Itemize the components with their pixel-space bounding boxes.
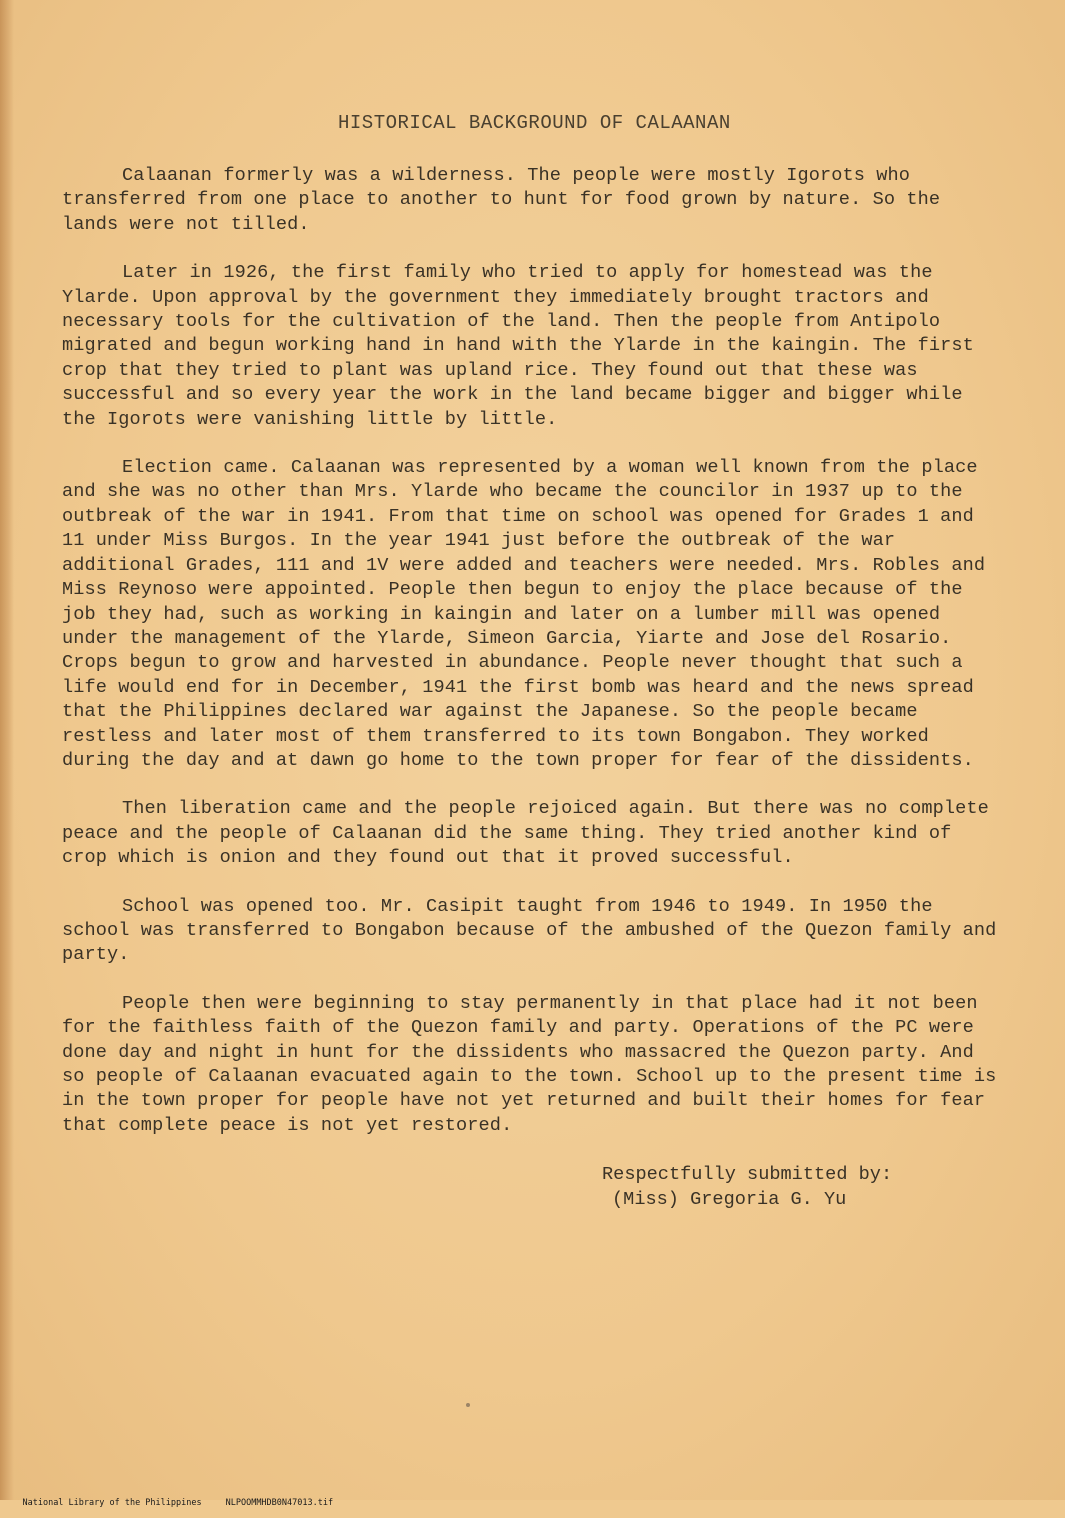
signature-name: (Miss) Gregoria G. Yu: [612, 1189, 847, 1211]
document-body: [62, 112, 1007, 1212]
paragraph-6: People then were beginning to stay permanently in that place had it not been for the faithless faith of the Quezon family and party. Operations of the PC were done day and night in hunt for the dissidents who massacred the Quezon party. And so people of Calaanan evacuated again to the town. School up to the present time is in the town proper for people have not yet returned and built their homes for fear that complete peace is not yet restored.: [62, 992, 1008, 1136]
document-title: HISTORICAL BACKGROUND OF CALAANAN: [338, 112, 731, 134]
signature-closing: Respectfully submitted by:: [602, 1164, 893, 1186]
paragraph-4: Then liberation came and the people rejoiced again. But there was no complete peace and the people of Calaanan did the same thing. They tried another kind of crop which is onion and they found out that it proved successful.: [62, 798, 1001, 869]
paragraph-2: Later in 1926, the first family who tried to apply for homestead was the Ylarde. Upon approval by the government they immediately brought tractors and necessary tools for the cultivation of the land. Then the people from Antipolo migrated and begun working hand in hand with the Ylarde in the kaingin. The first crop that they tried to plant was upland rice. They found out that these was successful and so every year the work in the land became bigger and bigger while the Igorots were vanishing little by little.: [62, 262, 986, 430]
paragraph-5: School was opened too. Mr. Casipit taught from 1946 to 1949. In 1950 the school was transferred to Bongabon because of the ambushed of the Quezon family and party.: [62, 895, 1008, 966]
page-edge-shadow: [0, 0, 14, 1500]
signature-block: [62, 1162, 1007, 1212]
footer-library: National Library of the Philippines: [22, 1498, 202, 1508]
paper-speck: [466, 1403, 470, 1407]
paragraph-1: Calaanan formerly was a wilderness. The people were mostly Igorots who transferred from one place to another to hunt for food grown by nature. So the lands were not tilled.: [62, 165, 952, 235]
paragraph-3: Election came. Calaanan was represented by a woman well known from the place and she was no other than Mrs. Ylarde who became the councilor in 1937 up to the outbreak of the war in 1941. From that time on school was opened for Grades 1 and 11 under Miss Burgos. In the year 1941 just before the outbreak of the war additional Grades, 111 and 1V were added and teachers were needed. Mrs. Robles and Miss Reynoso were appointed. People then begun to enjoy the place because of the job they had, such as working in kaingin and later on a lumber mill was opened under the management of the Ylarde, Simeon Garcia, Yiarte and Jose del Rosario. Crops begun to grow and harvested in abundance. People never thought that such a life would end for in December, 1941 the first bomb was heard and the news spread that the Philippines declared war against the Japanese. So the people became restless and later most of them transferred to its town Bongabon. They worked during the day and at dawn go home to the town proper for fear of the dissidents.: [62, 457, 997, 771]
footer-file-id: NLPOOMMHDB0N47013.tif: [225, 1498, 334, 1508]
scan-footer: [2, 1488, 357, 1518]
